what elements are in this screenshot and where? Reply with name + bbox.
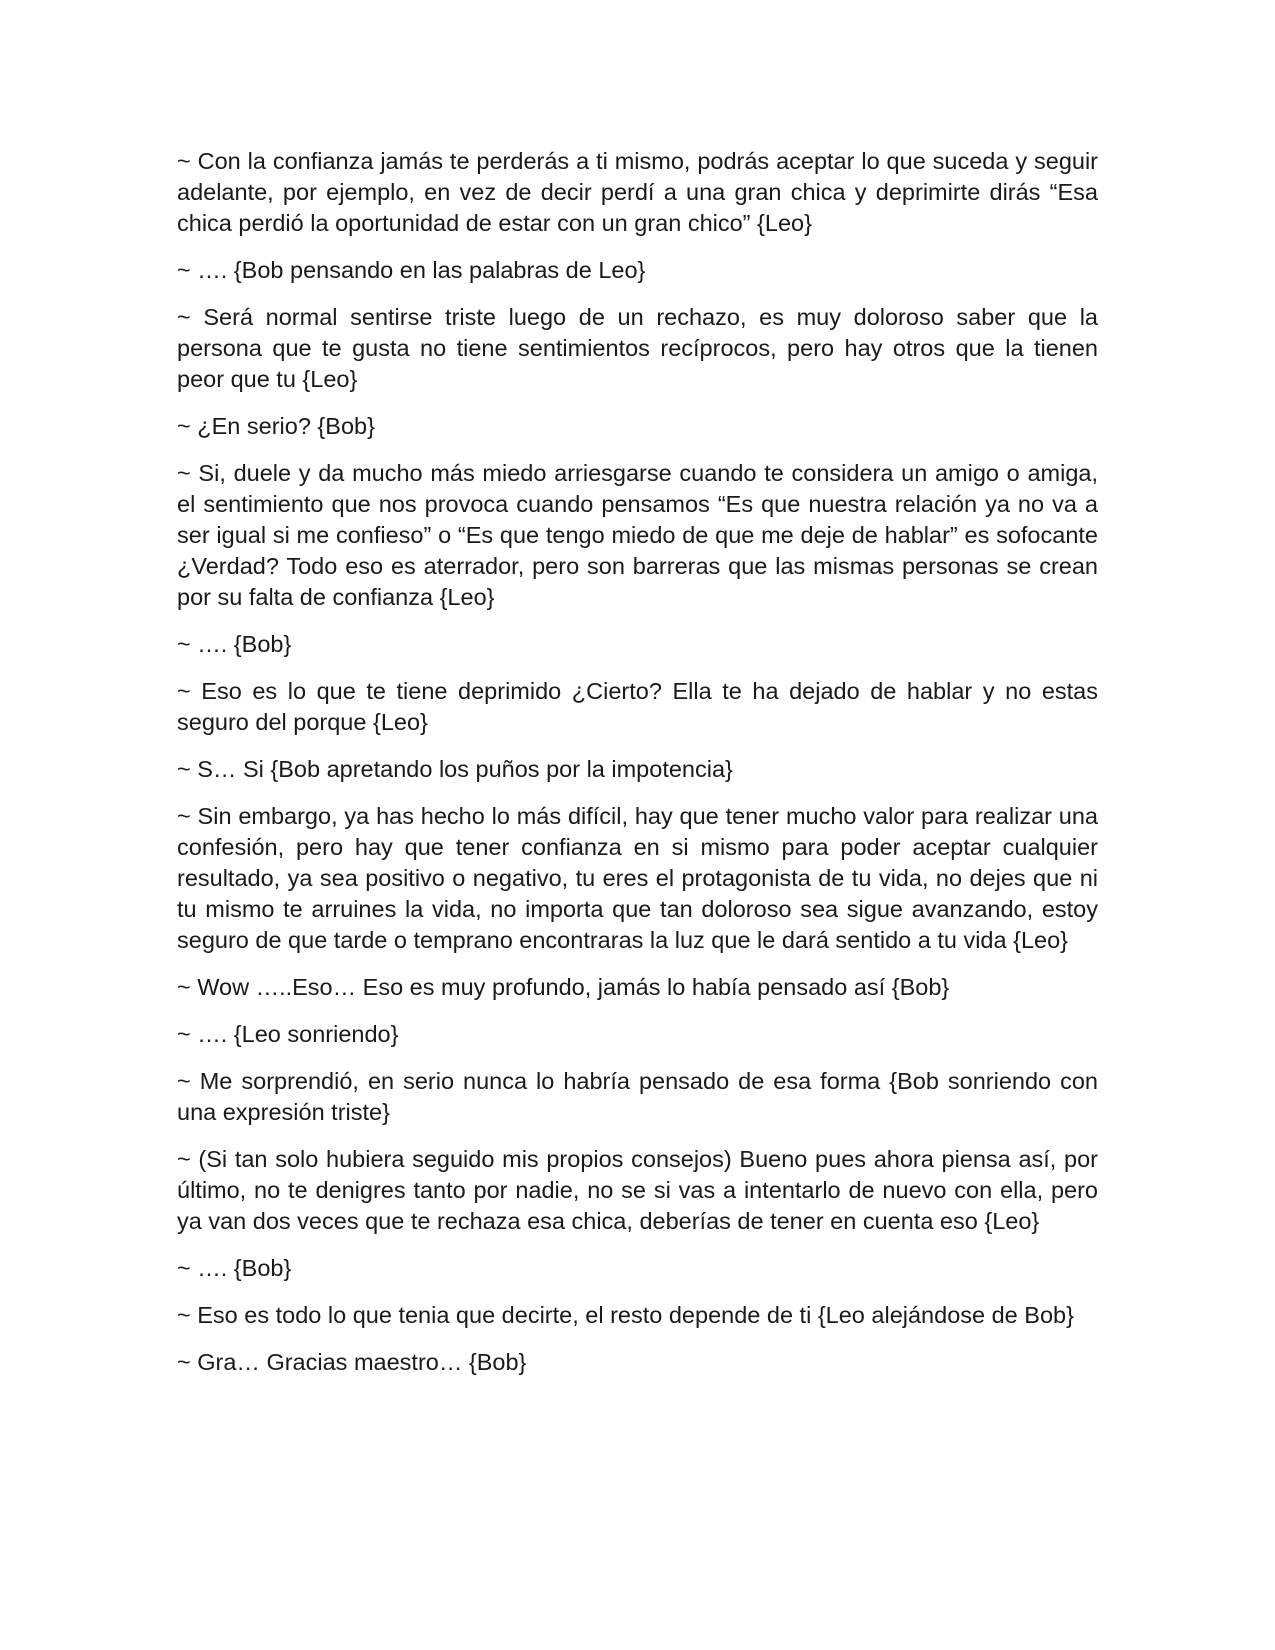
paragraph: ~ (Si tan solo hubiera seguido mis propios consejos) Bueno pues ahora piensa así, por último, no te denigres tanto por nadie, no se si vas a intentarlo de nuevo con ella, pero ya van dos veces que te rechaza esa chica, deberías de tener en cuenta eso {Leo} — [177, 1146, 1098, 1234]
paragraph: ~ …. {Bob} — [177, 1255, 292, 1281]
paragraph: ~ Eso es lo que te tiene deprimido ¿Cierto? Ella te ha dejado de hablar y no estas seguro del porque {Leo} — [177, 678, 1098, 735]
document-body — [177, 146, 1098, 1394]
paragraph: ~ Me sorprendió, en serio nunca lo habría pensado de esa forma {Bob sonriendo con una expresión triste} — [177, 1068, 1098, 1125]
paragraph: ~ Sin embargo, ya has hecho lo más difícil, hay que tener mucho valor para realizar una confesión, pero hay que tener confianza en si mismo para poder aceptar cualquier resultado, ya sea positivo o negativo, tu eres el protagonista de tu vida, no dejes que ni tu mismo te arruines la vida, no importa que tan doloroso sea sigue avanzando, estoy seguro de que tarde o temprano encontraras la luz que le dará sentido a tu vida {Leo} — [177, 803, 1098, 953]
paragraph: ~ …. {Leo sonriendo} — [177, 1021, 399, 1047]
paragraph: ~ ¿En serio? {Bob} — [177, 413, 375, 439]
paragraph: ~ …. {Bob pensando en las palabras de Leo} — [177, 257, 646, 283]
paragraph: ~ …. {Bob} — [177, 631, 292, 657]
paragraph: ~ Gra… Gracias maestro… {Bob} — [177, 1349, 527, 1375]
paragraph: ~ Wow …..Eso… Eso es muy profundo, jamás lo había pensado así {Bob} — [177, 974, 950, 1000]
paragraph: ~ Si, duele y da mucho más miedo arriesgarse cuando te considera un amigo o amiga, el sentimiento que nos provoca cuando pensamos “Es que nuestra relación ya no va a ser igual si me confieso” o “Es que tengo miedo de que me deje de hablar” es sofocante ¿Verdad? Todo eso es aterrador, pero son barreras que las mismas personas se crean por su falta de confianza {Leo} — [177, 460, 1098, 610]
paragraph: ~ Será normal sentirse triste luego de un rechazo, es muy doloroso saber que la persona que te gusta no tiene sentimientos recíprocos, pero hay otros que la tienen peor que tu {Leo} — [177, 304, 1098, 392]
paragraph: ~ Con la confianza jamás te perderás a ti mismo, podrás aceptar lo que suceda y seguir adelante, por ejemplo, en vez de decir perdí a una gran chica y deprimirte dirás “Esa chica perdió la oportunidad de estar con un gran chico” {Leo} — [177, 148, 1098, 236]
paragraph: ~ S… Si {Bob apretando los puños por la impotencia} — [177, 756, 733, 782]
paragraph: ~ Eso es todo lo que tenia que decirte, el resto depende de ti {Leo alejándose de Bob} — [177, 1302, 1074, 1328]
